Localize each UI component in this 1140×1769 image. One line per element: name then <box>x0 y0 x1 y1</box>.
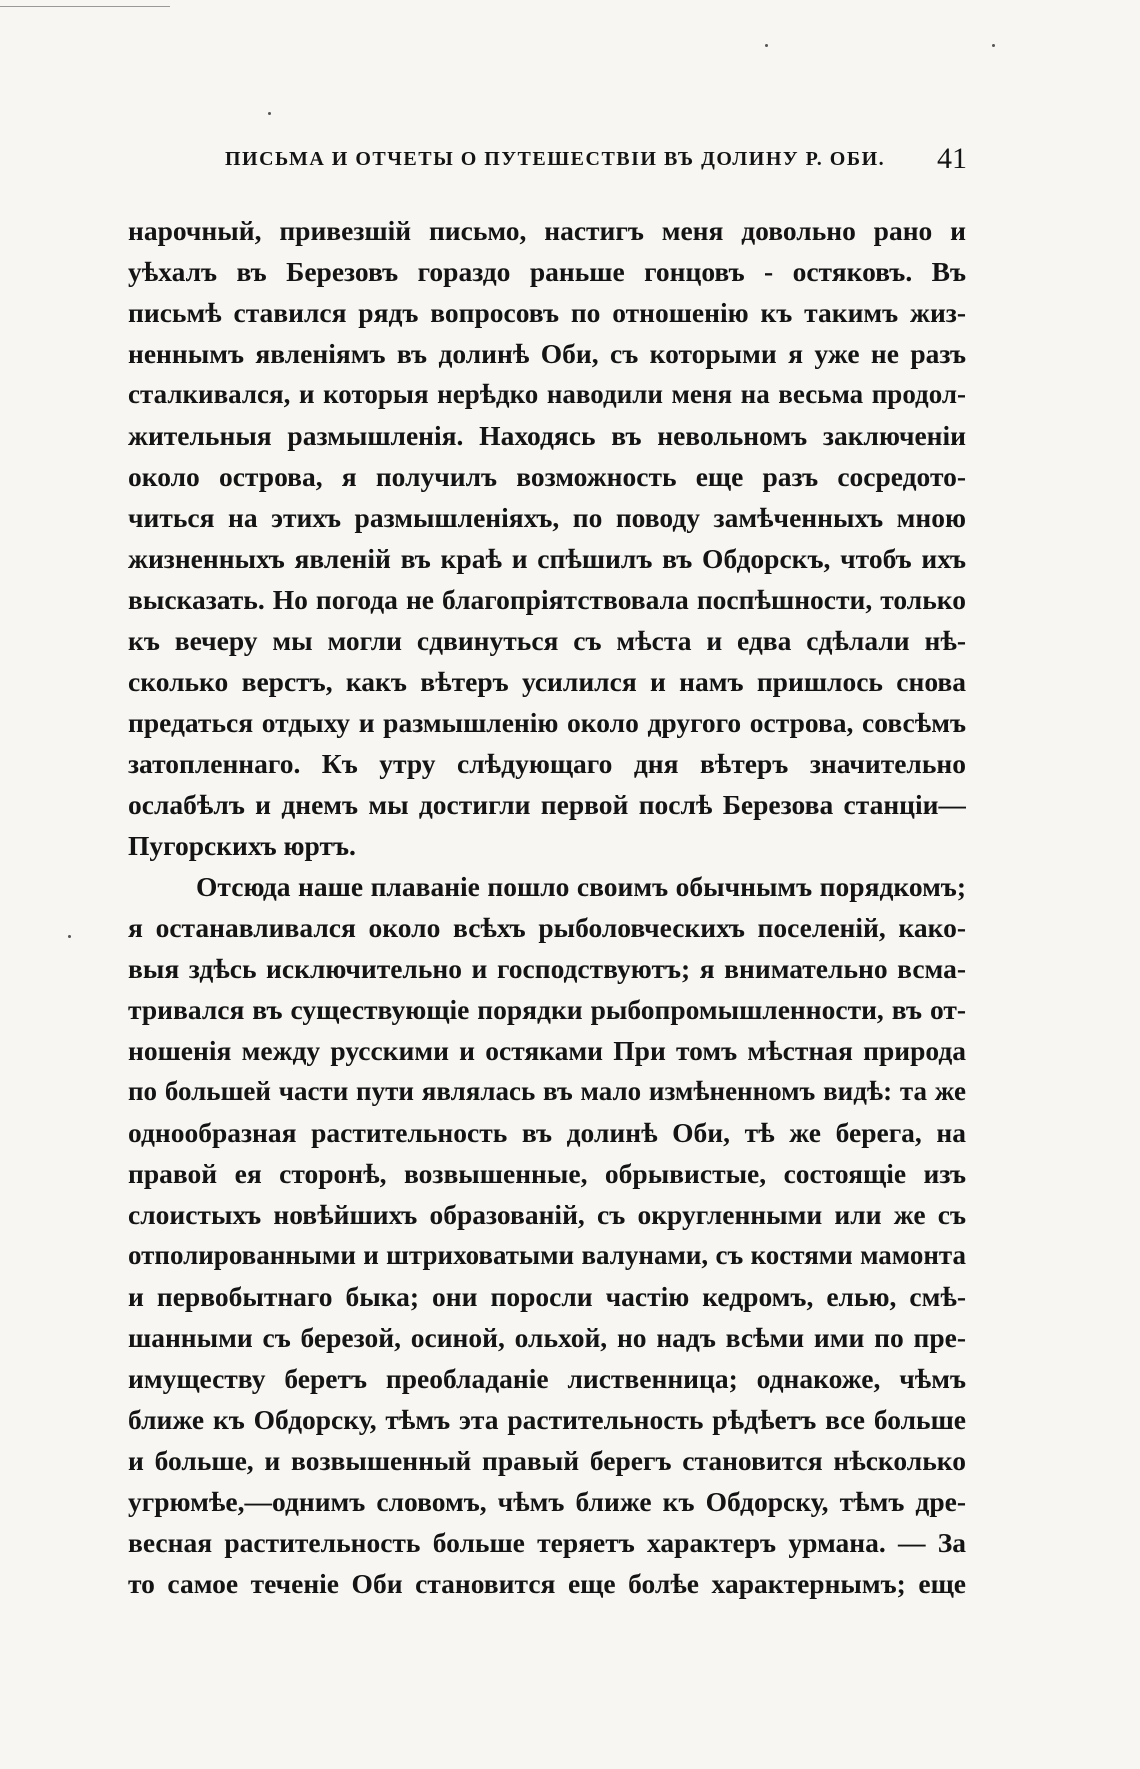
text-line-paragraph-end: Пугорскихъ юртъ. <box>128 830 356 861</box>
text-line: выя здѣсь исключительно и господствуютъ; я внимательно всма- <box>128 953 966 984</box>
text-line: то самое теченіе Оби становится еще болѣе характернымъ; еще <box>128 1568 966 1599</box>
text-line: сталкивался, и которыя нерѣдко наводили меня на весьма продол- <box>128 379 966 409</box>
running-header <box>225 142 967 182</box>
text-line: жительныя размышленія. Находясь въ невольномъ заключеніи <box>128 420 966 451</box>
scan-speck <box>992 44 995 47</box>
text-line: ближе къ Обдорску, тѣмъ эта растительность рѣдѣетъ все больше <box>128 1404 966 1435</box>
scan-speck <box>765 44 768 47</box>
text-line: сколько верстъ, какъ вѣтеръ усилился и намъ пришлось снова <box>128 666 966 697</box>
text-line: ослабѣлъ и днемъ мы достигли первой послѣ Березова станціи— <box>128 789 966 820</box>
text-line: высказать. Но погода не благопріятствовала поспѣшности, только <box>128 584 966 615</box>
text-line: предаться отдыху и размышленію около другого острова, совсѣмъ <box>128 707 966 738</box>
text-line: ношенія между русскими и остяками При томъ мѣстная природа <box>128 1035 966 1066</box>
text-line: весная растительность больше теряетъ характеръ урмана. — За <box>128 1527 966 1558</box>
text-line: нарочный, привезшій письмо, настигъ меня довольно рано и <box>128 215 966 246</box>
scan-speck <box>68 935 71 938</box>
text-line: шанными съ березой, осиной, ольхой, но надъ всѣми ими по пре- <box>128 1322 966 1353</box>
text-line: имуществу беретъ преобладаніе лиственница; однакоже, чѣмъ <box>128 1363 966 1394</box>
text-line: письмѣ ставился рядъ вопросовъ по отношенію къ такимъ жиз- <box>128 297 966 328</box>
body-text <box>128 210 966 1604</box>
text-line-paragraph-start: Отсюда наше плаваніе пошло своимъ обычнымъ порядкомъ; <box>196 871 966 902</box>
text-line: правой ея сторонѣ, возвышенные, обрывистые, состоящіе изъ <box>128 1158 966 1189</box>
text-line: къ вечеру мы могли сдвинуться съ мѣста и едва сдѣлали нѣ- <box>128 625 966 656</box>
page-number: 41 <box>937 142 967 175</box>
text-line: уѣхалъ въ Березовъ гораздо раньше гонцовъ - остяковъ. Въ <box>128 256 966 287</box>
text-line: угрюмѣе,—однимъ словомъ, чѣмъ ближе къ Обдорску, тѣмъ дре- <box>128 1486 966 1517</box>
text-line: тривался въ существующіе порядки рыбопромышленности, въ от- <box>128 994 966 1025</box>
text-line: затопленнаго. Къ утру слѣдующаго дня вѣтеръ значительно <box>128 748 966 779</box>
text-line: и больше, и возвышенный правый берегъ становится нѣсколько <box>128 1445 966 1476</box>
text-line: читься на этихъ размышленіяхъ, по поводу замѣченныхъ мною <box>128 502 966 533</box>
running-title: ПИСЬМА И ОТЧЕТЫ О ПУТЕШЕСТВІИ ВЪ ДОЛИНУ Р. ОБИ. <box>225 148 886 170</box>
scan-edge-mark <box>0 6 170 7</box>
scan-speck <box>268 112 271 115</box>
text-line: и первобытнаго быка; они поросли частію кедромъ, елью, смѣ- <box>128 1281 966 1312</box>
text-line: отполированными и штриховатыми валунами, съ костями мамонта <box>128 1240 966 1270</box>
text-line: жизненныхъ явленій въ краѣ и спѣшилъ въ Обдорскъ, чтобъ ихъ <box>128 543 966 574</box>
text-line: по большей части пути являлась въ мало измѣненномъ видѣ: та же <box>128 1076 966 1106</box>
text-line: слоистыхъ новѣйшихъ образованій, съ округленными или же съ <box>128 1199 966 1230</box>
text-line: однообразная растительность въ долинѣ Оби, тѣ же берега, на <box>128 1117 966 1148</box>
text-line: около острова, я получилъ возможность еще разъ сосредото- <box>128 461 966 492</box>
text-line: я останавливался около всѣхъ рыболовческихъ поселеній, како- <box>128 912 966 943</box>
text-line: неннымъ явленіямъ въ долинѣ Оби, съ которыми я уже не разъ <box>128 338 966 369</box>
